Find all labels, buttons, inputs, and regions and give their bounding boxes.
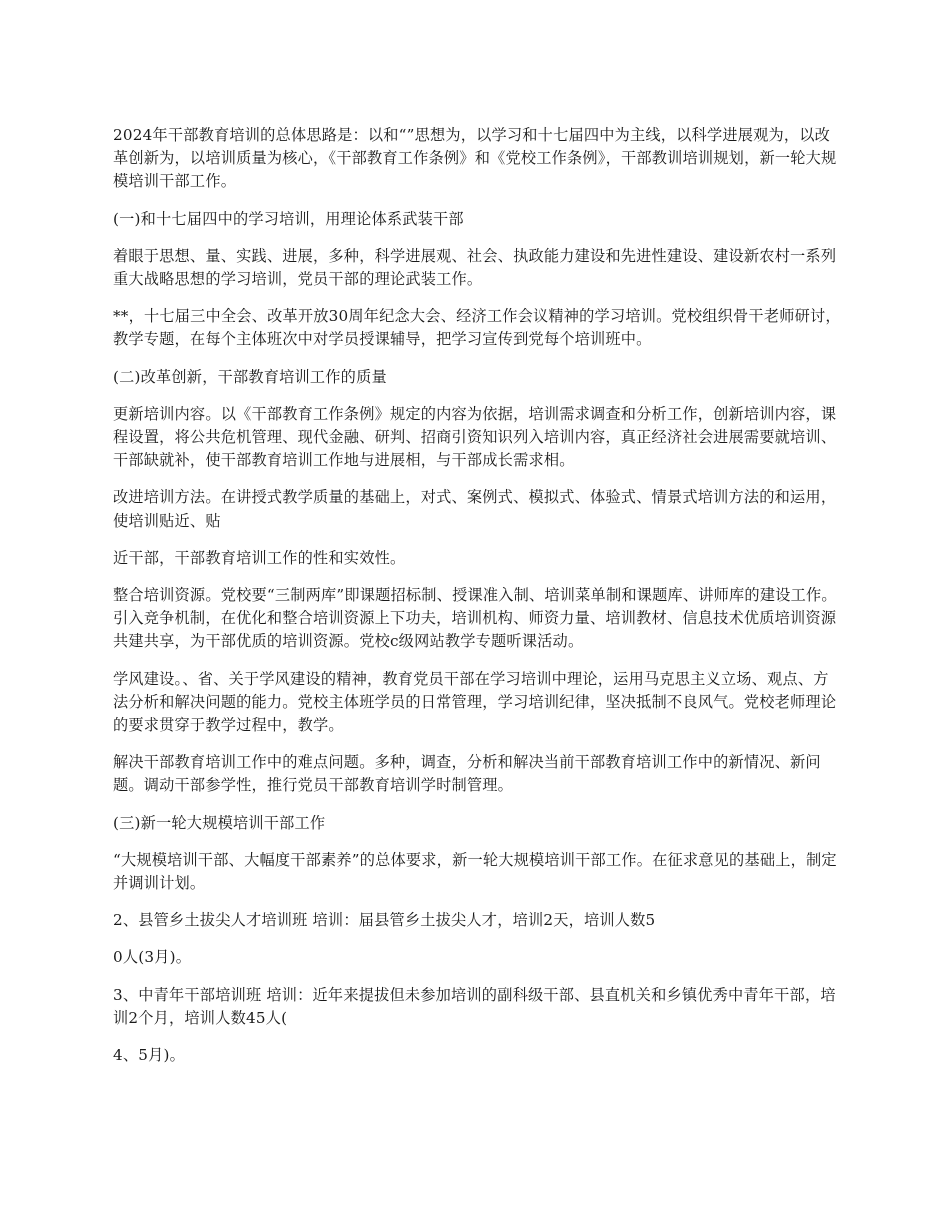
document-body xyxy=(113,124,843,1081)
paragraph-large-scale-training: “大规模培训干部、大幅度干部素养”的总体要求，新一轮大规模培训干部工作。在征求意见的基础上，制定并调训计划。 xyxy=(113,850,837,893)
paragraph-integrate-resources: 整合培训资源。党校要“三制两库”即课题招标制、授课准入制、培训菜单制和课题库、讲师库的建设工作。引入竞争机制，在优化和整合培训资源上下功夫，培训机构、师资力量、培训教材、信息技术优质培训资源共建共享，为干部优质的培训资源。党校c级网站教学专题听课活动。 xyxy=(113,586,837,651)
heading-section-1: (一)和十七届四中的学习培训，用理论体系武装干部 xyxy=(113,209,464,228)
paragraph-update-content: 更新培训内容。以《干部教育工作条例》规定的内容为依据，培训需求调查和分析工作，创新培训内容，课程设置，将公共危机管理、现代金融、研判、招商引资知识列入培训内容，真正经济社会进展需要就培训、干部缺就补，使干部教育培训工作地与进展相，与干部成长需求相。 xyxy=(113,404,837,470)
paragraph-methods-continued: 近干部，干部教育培训工作的性和实效性。 xyxy=(113,548,406,567)
paragraph-plenum-study: **，十七届三中全会、改革开放30周年纪念大会、经济工作会议精神的学习培训。党校组织骨干老师研讨，教学专题，在每个主体班次中对学员授课辅导，把学习宣传到党每个培训班中。 xyxy=(113,307,841,349)
list-item-2-continued: 0人(3月)。 xyxy=(113,948,192,967)
heading-section-3: (三)新一轮大规模培训干部工作 xyxy=(113,813,326,832)
heading-section-2: (二)改革创新，干部教育培训工作的质量 xyxy=(113,367,387,386)
paragraph-theory-study: 着眼于思想、量、实践、进展，多种，科学进展观、社会、执政能力建设和先进性建设、建设新农村一系列重大战略思想的学习培训，党员干部的理论武装工作。 xyxy=(113,246,837,289)
list-item-3: 3、中青年干部培训班 培训：近年来提拔但未参加培训的副科级干部、县直机关和乡镇优秀中青年干部，培训2个月，培训人数45人( xyxy=(113,985,836,1027)
paragraph-study-style: 学风建设。、省、关于学风建设的精神，教育党员干部在学习培训中理论，运用马克思主义立场、观点、方法分析和解决问题的能力。党校主体班学员的日常管理，学习培训纪律，坚决抵制不良风气。党校老师理论的要求贯穿于教学过程中，教学。 xyxy=(113,669,837,735)
paragraph-overview: 2024年干部教育培训的总体思路是：以和“”思想为，以学习和十七届四中为主线，以科学进展观为，以改革创新为，以培训质量为核心，《干部教育工作条例》和《党校工作条例》，干部教训培训规划，新一轮大规模培训干部工作。 xyxy=(113,126,837,191)
paragraph-solve-problems: 解决干部教育培训工作中的难点问题。多种，调查，分析和解决当前干部教育培训工作中的新情况、新问题。调动干部参学性，推行党员干部教育培训学时制管理。 xyxy=(113,753,821,795)
paragraph-improve-methods: 改进培训方法。在讲授式教学质量的基础上，对式、案例式、模拟式、体验式、情景式培训方法的和运用，使培训贴近、贴 xyxy=(113,488,837,530)
list-item-2: 2、县管乡土拔尖人才培训班 培训：届县管乡土拔尖人才，培训2天，培训人数5 xyxy=(113,911,656,930)
list-item-3-continued: 4、5月)。 xyxy=(113,1046,186,1065)
